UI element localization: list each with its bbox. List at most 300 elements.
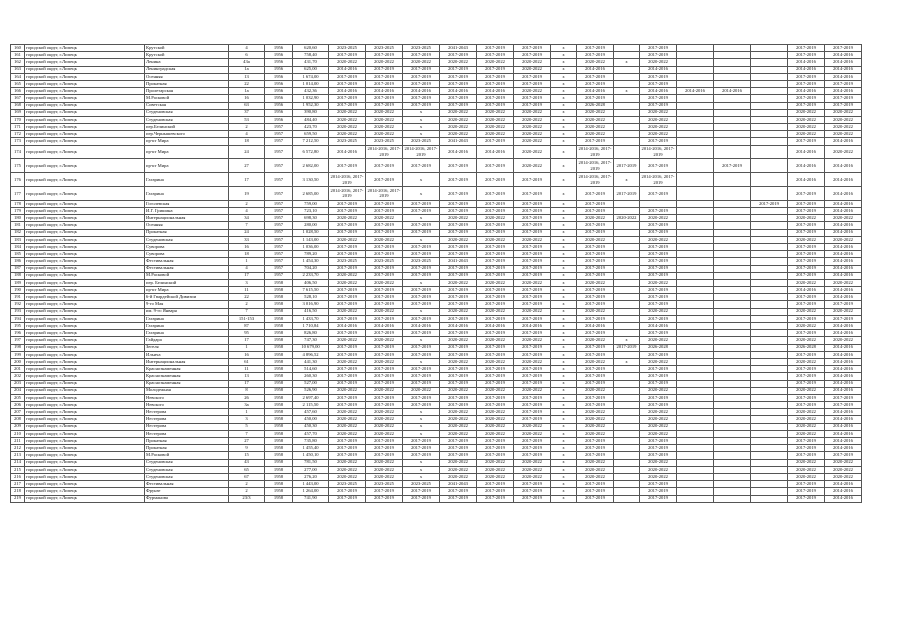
period-cell: 2017-2019 xyxy=(640,265,677,272)
area-cell: 625,00 xyxy=(293,66,329,73)
period-cell: 2017-2019 xyxy=(514,445,551,452)
period-cell xyxy=(751,258,788,265)
street-cell: М.Расковой xyxy=(145,452,229,459)
street-cell: пр-кт Мира xyxy=(145,287,229,294)
table-row xyxy=(11,59,862,66)
build-year-cell: 1958 xyxy=(265,344,293,351)
period-cell: 2014-2016 xyxy=(825,387,862,394)
period-cell: 2017-2019 xyxy=(577,287,614,294)
row-number: 167 xyxy=(11,95,25,102)
build-year-cell: 1958 xyxy=(265,466,293,473)
period-cell: 2017-2019 xyxy=(329,200,366,207)
house-number-cell: 61 xyxy=(229,358,265,365)
period-cell xyxy=(677,438,714,445)
table-row xyxy=(11,66,862,73)
period-cell: 2020-2022 xyxy=(514,138,551,145)
house-number-cell: 2 xyxy=(229,481,265,488)
period-cell: 2017-2019 xyxy=(640,481,677,488)
period-cell: 2017-2019 xyxy=(477,222,514,229)
period-cell xyxy=(677,145,714,159)
area-cell: 1 710,84 xyxy=(293,323,329,330)
period-cell xyxy=(614,208,640,215)
period-cell: 2017-2019 xyxy=(577,222,614,229)
period-cell xyxy=(751,452,788,459)
house-number-cell: 3а xyxy=(229,402,265,409)
build-year-cell: 1956 xyxy=(265,80,293,87)
period-cell xyxy=(614,330,640,337)
period-cell: x xyxy=(551,337,577,344)
build-year-cell: 1956 xyxy=(265,52,293,59)
period-cell: 2017-2019 xyxy=(514,481,551,488)
period-cell: 2017-2019 xyxy=(440,73,477,80)
period-cell: 2017-2019 xyxy=(477,272,514,279)
period-cell: 2041-2043 xyxy=(440,138,477,145)
table-row xyxy=(11,387,862,394)
period-cell xyxy=(714,294,751,301)
period-cell: 2017-2019 xyxy=(514,373,551,380)
period-cell xyxy=(714,473,751,480)
period-cell: x xyxy=(551,366,577,373)
house-number-cell: 4 xyxy=(229,131,265,138)
period-cell xyxy=(714,387,751,394)
row-number: 199 xyxy=(11,351,25,358)
period-cell: 2020-2022 xyxy=(614,215,640,222)
period-cell: 2014-2016 xyxy=(825,323,862,330)
period-cell xyxy=(714,430,751,437)
table-row xyxy=(11,109,862,116)
table-row xyxy=(11,272,862,279)
build-year-cell: 1958 xyxy=(265,473,293,480)
table-row xyxy=(11,344,862,351)
row-number: 171 xyxy=(11,124,25,131)
period-cell xyxy=(677,380,714,387)
period-cell xyxy=(677,351,714,358)
table-row xyxy=(11,351,862,358)
house-number-cell: 65 xyxy=(229,466,265,473)
period-cell: x xyxy=(551,159,577,173)
period-cell xyxy=(614,323,640,330)
street-cell: пр-кт Мира xyxy=(145,138,229,145)
period-cell: 2020-2022 xyxy=(329,116,366,123)
period-cell: 2020-2022 xyxy=(577,308,614,315)
period-cell: x xyxy=(551,59,577,66)
build-year-cell: 1958 xyxy=(265,488,293,495)
build-year-cell: 1957 xyxy=(265,265,293,272)
build-year-cell: 1958 xyxy=(265,287,293,294)
period-cell: 2017-2019 xyxy=(640,294,677,301)
period-cell xyxy=(751,409,788,416)
period-cell: 2017-2019 xyxy=(514,438,551,445)
period-cell: 2017-2019 xyxy=(366,52,403,59)
period-cell: 2020-2022 xyxy=(788,124,825,131)
period-cell xyxy=(677,159,714,173)
period-cell xyxy=(614,138,640,145)
period-cell: 2014-2016, 2017-2019 xyxy=(366,145,403,159)
period-cell: 2020-2022 xyxy=(640,308,677,315)
period-cell: 2017-2019 xyxy=(329,243,366,250)
build-year-cell: 1958 xyxy=(265,495,293,502)
period-cell xyxy=(677,116,714,123)
area-cell: 747,30 xyxy=(293,337,329,344)
period-cell: 2020-2022 xyxy=(788,459,825,466)
area-cell: 1 952,30 xyxy=(293,102,329,109)
area-cell: 1 450,10 xyxy=(293,452,329,459)
municipality-cell: городской округ, г.Липецк xyxy=(25,265,145,272)
table-row xyxy=(11,52,862,59)
period-cell: 2017-2019 xyxy=(577,80,614,87)
period-cell: 2017-2019 xyxy=(329,373,366,380)
period-cell xyxy=(714,59,751,66)
period-cell: 2017-2019 xyxy=(577,138,614,145)
period-cell: 2017-2019 xyxy=(440,351,477,358)
period-cell: 2017-2019 xyxy=(403,102,440,109)
period-cell: 2017-2019 xyxy=(788,330,825,337)
period-cell xyxy=(614,279,640,286)
period-cell: 2020-2022 xyxy=(514,59,551,66)
table-row xyxy=(11,452,862,459)
house-number-cell: 33 xyxy=(229,236,265,243)
period-cell xyxy=(751,45,788,52)
period-cell: 2017-2019 xyxy=(514,229,551,236)
period-cell: 2020-2022 xyxy=(577,473,614,480)
period-cell: 2017-2019 xyxy=(640,45,677,52)
period-cell: 2017-2019 xyxy=(403,251,440,258)
period-cell: 2017-2019 xyxy=(788,380,825,387)
period-cell xyxy=(714,373,751,380)
period-cell: 2020-2022 xyxy=(640,459,677,466)
period-cell: 2020-2022 xyxy=(788,473,825,480)
period-cell: x xyxy=(403,423,440,430)
period-cell xyxy=(751,466,788,473)
house-number-cell: 22 xyxy=(229,80,265,87)
period-cell: 2017-2019 xyxy=(477,45,514,52)
period-cell: 2020-2022 xyxy=(640,466,677,473)
house-number-cell: 11 xyxy=(229,366,265,373)
period-cell: 2020-2022 xyxy=(329,473,366,480)
period-cell: 2017-2019 xyxy=(477,330,514,337)
period-cell: 2020-2022 xyxy=(440,337,477,344)
period-cell: 2020-2022 xyxy=(440,423,477,430)
period-cell: 2017-2019 xyxy=(329,445,366,452)
period-cell: 2014-2016 xyxy=(788,145,825,159)
street-cell: Гоголевская xyxy=(145,200,229,207)
period-cell xyxy=(677,258,714,265)
house-number-cell: 24 xyxy=(229,145,265,159)
house-number-cell: 13 xyxy=(229,73,265,80)
period-cell xyxy=(751,116,788,123)
period-cell: 2017-2019 xyxy=(514,102,551,109)
house-number-cell: 7 xyxy=(229,222,265,229)
period-cell: x xyxy=(403,124,440,131)
row-number: 210 xyxy=(11,430,25,437)
period-cell: 2017-2019 xyxy=(366,351,403,358)
period-cell: 2020-2022 xyxy=(440,459,477,466)
period-cell: 2017-2019 xyxy=(788,52,825,59)
row-number: 160 xyxy=(11,45,25,52)
house-number-cell: 13 xyxy=(229,373,265,380)
period-cell: 2017-2019 xyxy=(440,265,477,272)
period-cell: 2020-2022 xyxy=(477,124,514,131)
period-cell: 2020-2022 xyxy=(329,279,366,286)
period-cell: x xyxy=(551,409,577,416)
period-cell: 2017-2019 xyxy=(788,265,825,272)
period-cell: 2017-2019 xyxy=(477,80,514,87)
period-cell: 2020-2022 xyxy=(366,279,403,286)
period-cell: 2020-2022 xyxy=(440,279,477,286)
period-cell xyxy=(614,80,640,87)
house-number-cell: 1 xyxy=(229,409,265,416)
period-cell: 2017-2019 xyxy=(329,80,366,87)
period-cell: 2017-2019 xyxy=(477,208,514,215)
period-cell: 2017-2019 xyxy=(577,330,614,337)
period-cell: 2017-2019 xyxy=(329,222,366,229)
period-cell xyxy=(677,124,714,131)
period-cell: 2020-2022 xyxy=(514,145,551,159)
table-row xyxy=(11,358,862,365)
row-number: 174 xyxy=(11,145,25,159)
municipality-cell: городской округ, г.Липецк xyxy=(25,131,145,138)
street-cell: Крутской xyxy=(145,52,229,59)
row-number: 177 xyxy=(11,187,25,201)
period-cell: 2017-2019 xyxy=(440,373,477,380)
period-cell: 2017-2019 xyxy=(788,373,825,380)
period-cell: 2017-2019 xyxy=(477,373,514,380)
period-cell xyxy=(614,109,640,116)
period-cell xyxy=(677,236,714,243)
period-cell: 2017-2019 xyxy=(514,265,551,272)
period-cell xyxy=(751,102,788,109)
period-cell: x xyxy=(551,66,577,73)
period-cell: 2020-2022 xyxy=(825,459,862,466)
period-cell: 2014-2016 xyxy=(329,323,366,330)
period-cell: x xyxy=(551,80,577,87)
period-cell: 2020-2022 xyxy=(514,159,551,173)
period-cell: 2017-2019 xyxy=(640,80,677,87)
row-number: 200 xyxy=(11,358,25,365)
period-cell: 2020-2022 xyxy=(825,109,862,116)
street-cell: Прокатная xyxy=(145,445,229,452)
period-cell: 2017-2019 xyxy=(440,330,477,337)
house-number-cell: 17 xyxy=(229,173,265,187)
municipality-cell: городской округ, г.Липецк xyxy=(25,95,145,102)
house-number-cell: 2 xyxy=(229,200,265,207)
period-cell: 2020-2022 xyxy=(329,416,366,423)
period-cell xyxy=(614,481,640,488)
period-cell: x xyxy=(551,131,577,138)
period-cell: 2017-2019 xyxy=(577,402,614,409)
period-cell: 2017-2019 xyxy=(329,330,366,337)
build-year-cell: 1958 xyxy=(265,301,293,308)
period-cell: x xyxy=(551,265,577,272)
period-cell: x xyxy=(403,473,440,480)
period-cell: 2017-2019 xyxy=(477,187,514,201)
row-number: 168 xyxy=(11,102,25,109)
period-cell: 2017-2019 xyxy=(366,243,403,250)
period-cell: 2014-2016 xyxy=(825,272,862,279)
row-number: 211 xyxy=(11,438,25,445)
period-cell: 2017-2019 xyxy=(477,394,514,401)
period-cell xyxy=(714,466,751,473)
street-cell: Невского xyxy=(145,402,229,409)
period-cell xyxy=(751,229,788,236)
period-cell: 2020-2022 xyxy=(329,272,366,279)
period-cell: 2020-2022 xyxy=(440,430,477,437)
period-cell: 2017-2019 xyxy=(788,438,825,445)
period-cell: 2017-2019 xyxy=(788,445,825,452)
period-cell: x xyxy=(551,294,577,301)
period-cell: 2014-2016 xyxy=(577,323,614,330)
municipality-cell: городской округ, г.Липецк xyxy=(25,173,145,187)
period-cell: 2014-2016 xyxy=(825,373,862,380)
table-row xyxy=(11,80,862,87)
period-cell xyxy=(677,308,714,315)
period-cell xyxy=(714,80,751,87)
period-cell: 2017-2019 xyxy=(640,394,677,401)
period-cell: 2014-2016 xyxy=(403,323,440,330)
period-cell: x xyxy=(614,88,640,95)
street-cell: Гагарина xyxy=(145,323,229,330)
period-cell: 2017-2019 xyxy=(577,265,614,272)
build-year-cell: 1958 xyxy=(265,294,293,301)
period-cell: 2017-2019 xyxy=(640,488,677,495)
row-number: 183 xyxy=(11,236,25,243)
period-cell: 2017-2019 xyxy=(477,251,514,258)
street-cell: Гагарина xyxy=(145,330,229,337)
period-cell: 2017-2019 xyxy=(440,301,477,308)
period-cell xyxy=(677,215,714,222)
period-cell xyxy=(614,258,640,265)
period-cell: 2020-2022 xyxy=(577,430,614,437)
table-row xyxy=(11,366,862,373)
period-cell: x xyxy=(403,116,440,123)
build-year-cell: 1957 xyxy=(265,187,293,201)
period-cell: 2017-2019 xyxy=(403,95,440,102)
municipality-cell: городской округ, г.Липецк xyxy=(25,358,145,365)
period-cell: 2020-2022 xyxy=(366,430,403,437)
period-cell xyxy=(714,287,751,294)
period-cell: 2017-2019 xyxy=(477,95,514,102)
period-cell: 2017-2019 xyxy=(640,287,677,294)
period-cell: 2017-2019 xyxy=(366,301,403,308)
period-cell xyxy=(714,109,751,116)
period-cell: 2020-2022 xyxy=(788,358,825,365)
period-cell: 2017-2019 xyxy=(640,138,677,145)
period-cell xyxy=(751,301,788,308)
period-cell: x xyxy=(551,200,577,207)
municipality-cell: городской округ, г.Липецк xyxy=(25,308,145,315)
street-cell: Нестерова xyxy=(145,430,229,437)
municipality-cell: городской округ, г.Липецк xyxy=(25,66,145,73)
period-cell: 2017-2019 xyxy=(477,138,514,145)
period-cell: 2017-2019 xyxy=(403,265,440,272)
street-cell: Краснознаменная xyxy=(145,366,229,373)
period-cell xyxy=(677,187,714,201)
period-cell xyxy=(714,173,751,187)
period-cell: 2017-2019 xyxy=(577,272,614,279)
period-cell: x xyxy=(551,488,577,495)
period-cell xyxy=(714,215,751,222)
period-cell: 2014-2016 xyxy=(477,145,514,159)
municipality-cell: городской округ, г.Липецк xyxy=(25,438,145,445)
period-cell: 2017-2019 xyxy=(477,173,514,187)
build-year-cell: 1958 xyxy=(265,409,293,416)
period-cell xyxy=(751,222,788,229)
build-year-cell: 1958 xyxy=(265,330,293,337)
period-cell: 2017-2019 xyxy=(514,200,551,207)
period-cell: 2017-2019 xyxy=(788,301,825,308)
period-cell: 2020-2022 xyxy=(514,279,551,286)
period-cell: 2017-2019 xyxy=(514,287,551,294)
period-cell: 2017-2019 xyxy=(477,481,514,488)
municipality-cell: городской округ, г.Липецк xyxy=(25,243,145,250)
build-year-cell: 1958 xyxy=(265,373,293,380)
build-year-cell: 1958 xyxy=(265,481,293,488)
period-cell xyxy=(614,459,640,466)
street-cell: Нестерова xyxy=(145,409,229,416)
period-cell: 2017-2019 xyxy=(329,394,366,401)
period-cell: 2017-2019 xyxy=(329,351,366,358)
municipality-cell: городской округ, г.Липецк xyxy=(25,272,145,279)
table-row xyxy=(11,315,862,322)
area-cell: 741,90 xyxy=(293,495,329,502)
area-cell: 423,70 xyxy=(293,124,329,131)
period-cell: 2014-2016 xyxy=(440,88,477,95)
period-cell xyxy=(714,394,751,401)
period-cell: x xyxy=(551,394,577,401)
period-cell: 2017-2019 xyxy=(403,294,440,301)
period-cell: 2020-2022 xyxy=(577,124,614,131)
period-cell: 2020-2022 xyxy=(329,387,366,394)
period-cell: 2020-2022 xyxy=(825,145,862,159)
period-cell: 2017-2019 xyxy=(403,330,440,337)
period-cell: 2020-2022 xyxy=(477,215,514,222)
period-cell: x xyxy=(551,351,577,358)
build-year-cell: 1958 xyxy=(265,279,293,286)
street-cell: М.Расковой xyxy=(145,272,229,279)
period-cell: 2017-2019 xyxy=(577,488,614,495)
period-cell: 2017-2019 xyxy=(329,452,366,459)
table-row xyxy=(11,473,862,480)
municipality-cell: городской округ, г.Липецк xyxy=(25,423,145,430)
period-cell xyxy=(751,445,788,452)
period-cell: 2017-2019 xyxy=(440,173,477,187)
period-cell xyxy=(714,279,751,286)
period-cell xyxy=(714,102,751,109)
period-cell xyxy=(714,481,751,488)
house-number-cell: 16 xyxy=(229,243,265,250)
period-cell: x xyxy=(551,380,577,387)
period-cell: 2017-2019 xyxy=(514,243,551,250)
period-cell xyxy=(677,208,714,215)
period-cell: 2020-2022 xyxy=(788,116,825,123)
period-cell: 2014-2016, 2017-2019 xyxy=(366,187,403,201)
period-cell xyxy=(677,387,714,394)
period-cell: 2017-2019 xyxy=(403,208,440,215)
row-number: 163 xyxy=(11,66,25,73)
row-number: 188 xyxy=(11,272,25,279)
period-cell: 2017-2019 xyxy=(788,200,825,207)
period-cell: 2020-2022 xyxy=(577,466,614,473)
period-cell: 2017-2019 xyxy=(403,380,440,387)
period-cell: 2017-2019 xyxy=(477,366,514,373)
period-cell: 2017-2019 xyxy=(329,402,366,409)
row-number: 193 xyxy=(11,308,25,315)
period-cell: x xyxy=(551,344,577,351)
period-cell xyxy=(614,315,640,322)
period-cell: 2017-2019 xyxy=(366,222,403,229)
table-row xyxy=(11,445,862,452)
period-cell xyxy=(677,337,714,344)
